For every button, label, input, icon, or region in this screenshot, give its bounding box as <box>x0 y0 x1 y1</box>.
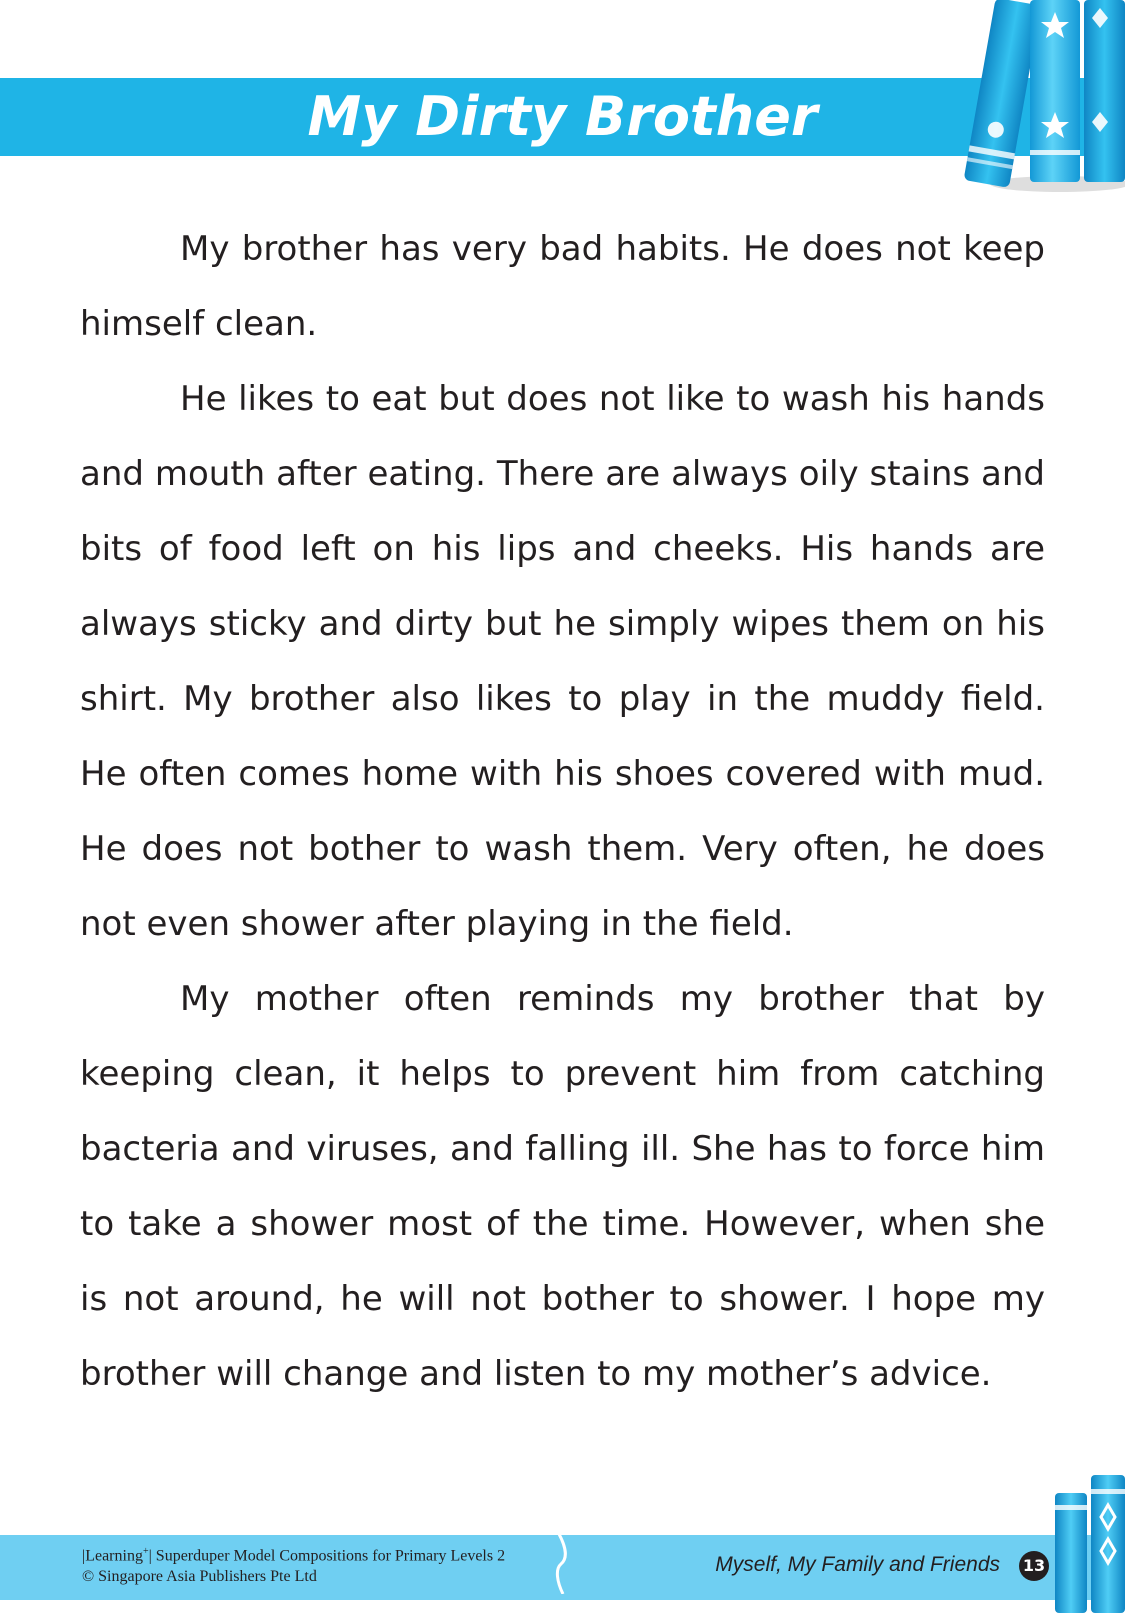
page-title: My Dirty Brother <box>307 85 818 148</box>
series-title: |Learning+| Superduper Model Compositions for Primary Levels 2 <box>82 1546 506 1565</box>
books-decoration-bottom-icon <box>1055 1475 1125 1613</box>
composition-body <box>80 212 1045 1412</box>
paragraph-2: He likes to eat but does not like to wash his hands and mouth after eating. There are always oily stains and bits of food left on his lips and cheeks. His hands are always sticky and dirty but he simply wipes them on his shirt. My brother also likes to play in the muddy field. He often comes home with his shoes covered with mud. He does not bother to wash them. Very often, he does not even shower after playing in the field. <box>80 379 1045 944</box>
section-title: Myself, My Family and Friends <box>715 1553 1000 1576</box>
books-decoration-icon <box>960 0 1125 195</box>
copyright-line: © Singapore Asia Publishers Pte Ltd <box>82 1568 317 1586</box>
paragraph-3: My mother often reminds my brother that by keeping clean, it helps to prevent him from catching bacteria and viruses, and falling ill. She has to force him to take a shower most of the time. However, when she is not around, he will not bother to shower. I hope my brother will change and listen to my mother’s advice. <box>80 979 1045 1394</box>
footer-divider-icon <box>555 1534 569 1594</box>
page-number: 13 <box>1019 1551 1049 1581</box>
footer-credits <box>82 1541 582 1587</box>
paragraph-1: My brother has very bad habits. He does not keep himself clean. <box>80 229 1045 344</box>
